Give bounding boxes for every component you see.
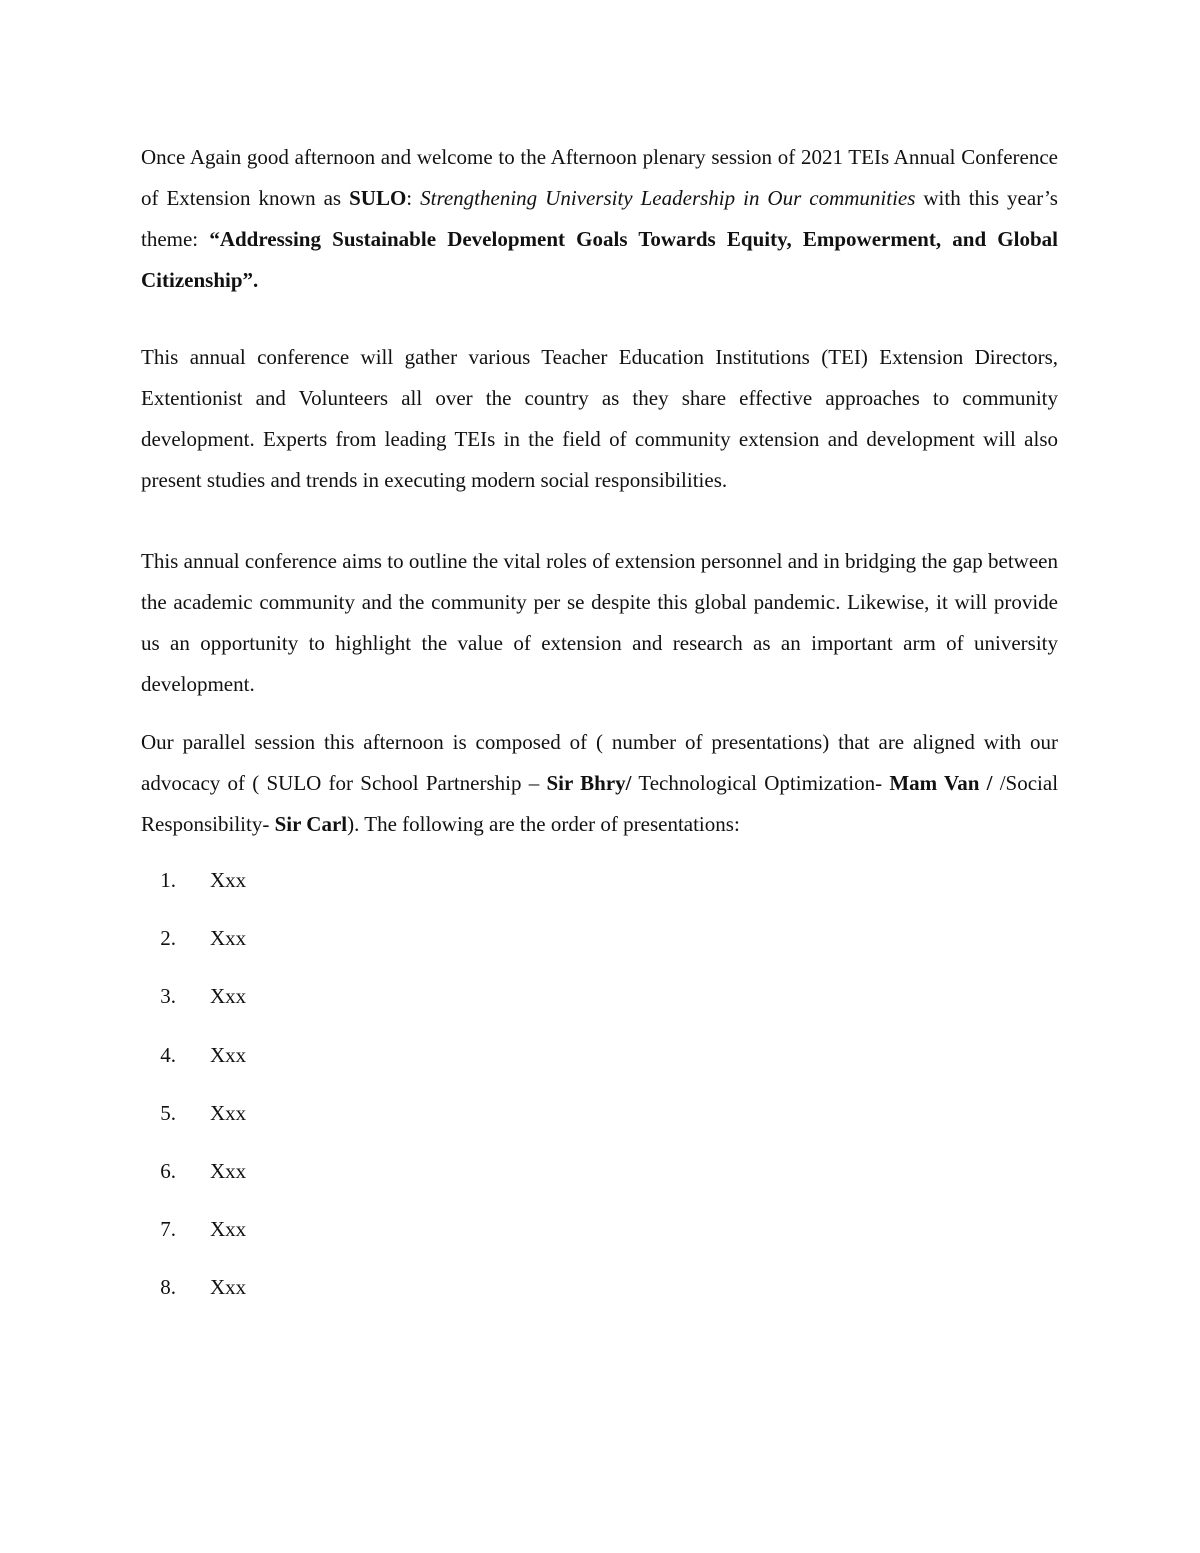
parallel-session-paragraph <box>141 722 1058 845</box>
list-item-title: Xxx <box>210 1158 247 1183</box>
conference-theme: “Addressing Sustainable Development Goals Towards Equity, Empowerment, and Global Citizenship”. <box>141 227 1058 292</box>
session-text-part1: Our parallel session this afternoon is composed of ( number of presentations) that are aligned with our advocacy of ( SULO for School Partnership – <box>141 730 1058 795</box>
list-item-number: 3. <box>160 984 176 1009</box>
aims-paragraph: This annual conference aims to outline the vital roles of extension personnel and in bridging the gap between the academic community and the community per se despite this global pandemic. Likewise, it will provide us an opportunity to highlight the value of extension and research as an important arm of university development. <box>141 549 1058 696</box>
theme-lead-text: with this year’s theme: <box>141 186 1058 251</box>
list-item-title: Xxx <box>210 868 247 892</box>
list-item-number: 7. <box>160 1217 176 1242</box>
list-item-title: Xxx <box>210 1217 247 1242</box>
list-item-number: 8. <box>160 1275 176 1300</box>
list-item <box>141 1151 246 1209</box>
list-item-number: 1. <box>160 868 176 892</box>
welcome-intro-text: Once Again good afternoon and welcome to the Afternoon plenary session of 2021 TEIs Annual Conference of Extension known as <box>141 145 1058 210</box>
speaker-mam-van: Mam Van / <box>889 771 993 795</box>
welcome-paragraph <box>141 137 1058 301</box>
list-item-title: Xxx <box>210 1100 247 1125</box>
list-item <box>141 976 246 1034</box>
list-item-title: Xxx <box>210 926 247 951</box>
list-item <box>141 918 246 976</box>
list-item <box>141 1093 246 1151</box>
list-item-number: 6. <box>160 1158 176 1183</box>
sulo-acronym: SULO <box>349 186 407 210</box>
list-item <box>141 1209 246 1267</box>
sulo-expansion: Strengthening University Leadership in Our communities <box>420 186 916 210</box>
list-item-number: 4. <box>160 1042 176 1067</box>
session-text-part4: ). The following are the order of presentations: <box>347 812 740 836</box>
list-item-title: Xxx <box>210 984 247 1009</box>
acronym-colon: : <box>406 186 421 210</box>
session-text-part3: /Social Responsibility- <box>141 771 1059 836</box>
presentation-order-list <box>141 860 246 1326</box>
speaker-sir-bhry: Sir Bhry/ <box>546 771 632 795</box>
list-item-number: 2. <box>160 926 176 951</box>
session-text-part2: Technological Optimization- <box>631 771 890 795</box>
list-item <box>141 1267 246 1325</box>
list-item <box>141 1035 246 1093</box>
speaker-sir-carl: Sir Carl <box>274 812 348 836</box>
list-item <box>141 860 246 918</box>
list-item-title: Xxx <box>210 1042 247 1067</box>
list-item-title: Xxx <box>210 1275 247 1300</box>
gathering-paragraph: This annual conference will gather various Teacher Education Institutions (TEI) Extension Directors, Extentionist and Volunteers all over the country as they share effective approaches to community development. Experts from leading TEIs in the field of community extension and development will also present studies and trends in executing modern social responsibilities. <box>141 345 1058 492</box>
list-item-number: 5. <box>160 1100 176 1125</box>
